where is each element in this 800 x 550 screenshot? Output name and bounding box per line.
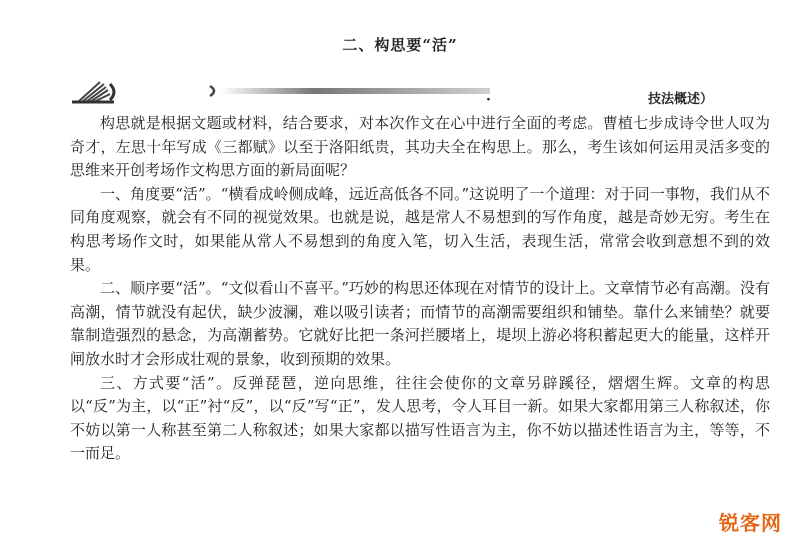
fan-icon — [72, 82, 114, 102]
dot-mark: · — [486, 92, 491, 108]
paragraph-angle: 一、角度要“活”。“横看成岭侧成峰，远近高低各不同。”这说明了一个道理：对于同一事物，我们从不同角度观察，就会有不同的视觉效果。也就是说，越是常人不易想到的写作角度，越是奇妙无穷。考生在构思考场作文时，如果能从常人不易想到的角度入笔，切入生活，表现生活，常常会收到意想不到的效果。 — [70, 184, 770, 274]
paragraph-method: 三、方式要“活”。反弹琵琶，逆向思维，往往会使你的文章另辟蹊径，熠熠生辉。文章的构思以“反”为主，以“正”衬“反”，以“反”写“正”，发人思考，令人耳目一新。如果大家都用第三人称叙述，你不妨以第一人称甚至第二人称叙述；如果大家都以描写性语言为主，你不妨以描述性语言为主，等等，不一而足。 — [70, 373, 770, 463]
banner-graphic — [70, 78, 500, 104]
crescent-icon — [210, 86, 214, 96]
decorative-banner — [70, 78, 500, 104]
section-tag: 技法概述） — [648, 92, 714, 107]
paragraph-intro: 构思就是根据文题或材料，结合要求，对本次作文在心中进行全面的考虑。曹植七步成诗令世人叹为奇才，左思十年写成《三都赋》以至于洛阳纸贵，其功夫全在构思上。那么，考生该如何运用灵活多变的思维来开创考场作文构思方面的新局面呢？ — [70, 114, 770, 180]
paragraph-order: 二、顺序要“活”。“文似看山不喜平。”巧妙的构思还体现在对情节的设计上。文章情节必有高潮。没有高潮，情节就没有起伏，缺少波澜，难以吸引读者；而情节的高潮需要组织和铺垫。靠什么来铺垫？就要靠制造强烈的悬念，为高潮蓄势。它就好比把一条河拦腰堵上，堤坝上游必将积蓄起更大的能量，这样开闸放水时才会形成壮观的景象，收到预期的效果。 — [70, 279, 770, 368]
watermark-logo: 锐客网 — [719, 511, 782, 535]
page-title: 二、构思要“活” — [342, 36, 458, 54]
article-body — [70, 112, 770, 466]
